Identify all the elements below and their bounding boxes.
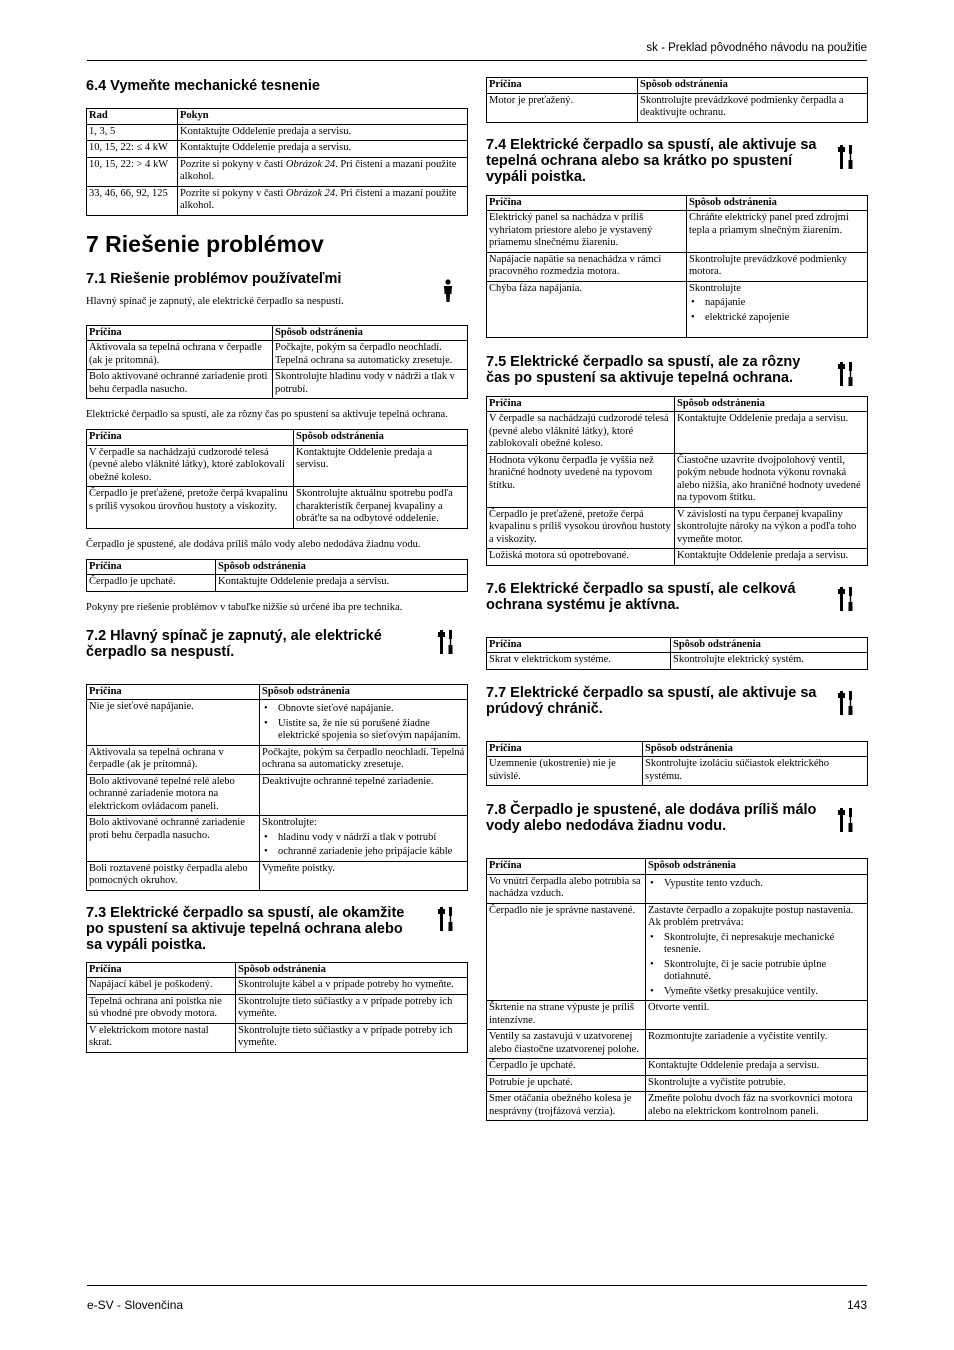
tech-table-7-3-continued [486,77,868,123]
table-header: Príčina [487,396,675,412]
table-row: Čerpadlo je upchaté. Kontaktujte Oddelenie predaja a servisu. [487,1059,868,1076]
bullet-list [689,297,865,324]
table-row: Čerpadlo je preťažené, pretože čerpá kvapalinu s príliš vysokou úrovňou hustoty a viskozity. V závislosti na typu čerpanej kvapaliny skontrolujte nároky na výkon a podľa toho vymeňte motor. [487,507,868,549]
chapter-title: 7 Riešenie problémov [86,230,324,257]
user-table-3 [86,559,468,592]
table-row: Ventily sa zastavujú v uzatvorenej alebo čiastočne uzatvorenej polohe. Rozmontujte zariadenie a vyčistite ventily. [487,1030,868,1059]
table-row: Bolo aktivované tepelné relé alebo ochranné zariadenie motora na elektrickom ovládacom paneli. Deaktivujte ochranné tepelné zariadenie. [87,774,468,816]
left-column [86,72,468,1053]
paragraph: Pokyny pre riešenie problémov v tabuľke nižšie sú určené iba pre technika. [86,601,403,613]
tech-table-7-5 [486,396,868,566]
tech-table-7-3 [86,962,468,1053]
list-item: • Skontrolujte, či nepresakuje mechanické tesnenie. [648,932,865,957]
page-number: 143 [846,1298,867,1312]
table-header: Príčina [487,195,687,211]
bullet-list [262,832,465,859]
right-column [486,77,868,1121]
list-item: • Uistite sa, že nie sú porušené žiadne elektrické spojenia so sieťovým napájaním. [262,718,465,743]
list-item: • Skontrolujte, či je sacie potrubie úplne dotiahnuté. [648,959,865,984]
table-row: Tepelná ochrana ani poistka nie sú vhodné pre obvody motora. Skontrolujte tieto súčiastky a v prípade potreby ich vymeňte. [87,994,468,1023]
tools-icon [438,907,454,936]
table-header: Spôsob odstránenia [236,962,468,978]
tools-icon [838,691,854,720]
footer-doc-name: e-SV - Slovenčina [87,1298,184,1312]
table-row: Bolo aktivované ochranné zariadenie proti behu čerpadla nasucho. Skontrolujte: • hladinu vody v nádrži a tlak v potrubí • ochranné zariadenie jeho pripájacie káble [87,816,468,862]
section-title: 6.4 Vymeňte mechanické tesnenie [86,78,320,94]
section-7-4 [486,137,868,185]
section-title: 7.1 Riešenie problémov používateľmi [86,270,342,287]
table-header: Príčina [87,430,294,446]
tools-icon [838,587,854,616]
bullet-list [648,878,865,891]
page-footer [87,1285,867,1312]
tools-icon [838,808,854,837]
chapter-7 [86,231,468,257]
person-icon [442,279,454,308]
list-item: • hladinu vody v nádrži a tlak v potrubí [262,832,465,845]
seal-table [86,108,468,216]
table-row: Chýba fáza napájania. Skontrolujte • napájanie • elektrické zapojenie [487,281,868,337]
table-row: Elektrický panel sa nachádza v príliš vyhriatom priestore alebo je vystavený priamemu slnečnému žiareniu. Chráňte elektrický panel pred zdrojmi tepla a priamym slnečným žiarením. [487,211,868,253]
list-item: • ochranné zariadenie jeho pripájacie káble [262,846,465,859]
section-7-2 [86,628,468,660]
table-header: Pokyn [178,109,468,125]
table-row: Smer otáčania obežného kolesa je nesprávny (trojfázová verzia). Zmeňte polohu dvoch fáz na svorkovnici motora alebo na elektrickom kontrolnom paneli. [487,1092,868,1121]
table-header: Spôsob odstránenia [646,859,868,875]
table-row: Nie je sieťové napájanie. • Obnovte sieťové napájanie. • Uistite sa, že nie sú porušené žiadne elektrické spojenia so sieťovým napájaním. [87,700,468,746]
table-row: Uzemnenie (ukostrenie) nie je súvislé. Skontrolujte izoláciu súčiastok elektrického systému. [487,757,868,786]
paragraph: Čerpadlo je spustené, ale dodáva príliš málo vody alebo nedodáva žiadnu vodu. [86,538,421,550]
table-row: 1, 3, 5 Kontaktujte Oddelenie predaja a servisu. [87,124,468,141]
table-row: V čerpadle sa nachádzajú cudzorodé telesá (pevné alebo vláknité látky), ktoré zablokovali obežné koleso. Kontaktujte Oddelenie predaja a servisu. [87,445,468,487]
table-row: Napájacie napätie sa nenachádza v rámci pracovného rozmedzia motora. Skontrolujte prevádzkové podmienky motora. [487,252,868,281]
table-row: V elektrickom motore nastal skrat. Skontrolujte tieto súčiastky a v prípade potreby ich vymeňte. [87,1023,468,1052]
table-row: Aktivovala sa tepelná ochrana v čerpadle (ak je prítomná). Počkajte, pokým sa čerpadlo neochladí. Tepelná ochrana sa automaticky zresetuje. [87,341,468,370]
list-item: • Obnovte sieťové napájanie. [262,703,465,716]
figure-reference: Obrázok 24 [285,187,336,199]
table-row: Čerpadlo je preťažené, pretože čerpá kvapalinu s príliš vysokou úrovňou hustoty a viskozity. Skontrolujte aktuálnu spotrebu podľa charakteristík čerpanej kvapaliny a obrát'te sa na odbytové oddelenie. [87,487,468,529]
section-7-1 [86,271,468,287]
tech-table-7-4 [486,195,868,338]
list-item: • Vymeňte všetky presakujúce ventily. [648,986,865,999]
table-row: 33, 46, 66, 92, 125 Pozrite si pokyny v časti Obrázok 24. Pri čistení a mazaní použite alkohol. [87,186,468,215]
table-row: Škrtenie na strane výpuste je príliš intenzívne. Otvorte ventil. [487,1001,868,1030]
header-title: sk - Preklad pôvodného návodu na použitie [646,42,867,54]
bullet-list [648,932,865,999]
section-title: 7.8 Čerpadlo je spustené, ale dodáva príliš málo vody alebo nedodáva žiadnu vodu. [486,802,817,834]
section-7-7 [486,685,868,717]
section-6-4 [86,78,468,94]
table-header: Rad [87,109,178,125]
table-header: Príčina [487,859,646,875]
section-7-6 [486,581,868,613]
table-row: Ložiská motora sú opotrebované. Kontaktujte Oddelenie predaja a servisu. [487,549,868,566]
table-header: Spôsob odstránenia [671,637,868,653]
tech-table-7-8 [486,858,868,1121]
table-header: Príčina [87,325,273,341]
list-item: • Vypustite tento vzduch. [648,878,865,891]
figure-reference: Obrázok 24 [285,158,336,170]
table-header: Príčina [487,78,638,94]
section-7-5 [486,354,868,386]
table-header: Spôsob odstránenia [294,430,468,446]
section-title: 7.3 Elektrické čerpadlo sa spustí, ale okamžite po spustení sa aktivuje tepelná ochrana alebo sa vypáli poistka. [86,904,405,953]
table-row: Čerpadlo nie je správne nastavené. Zastavte čerpadlo a zopakujte postup nastavenia. Ak problém pretrváva: • Skontrolujte, či nepresakuje mechanické tesnenie. • Skontrolujte, či je sacie potrubie úplne dotiahnuté. • Vymeňte všetky presakujúce ventily. [487,903,868,1001]
section-7-3 [86,905,468,953]
table-header: Spôsob odstránenia [675,396,868,412]
table-row: Čerpadlo je upchaté. Kontaktujte Oddelenie predaja a servisu. [87,575,468,592]
table-header: Spôsob odstránenia [260,684,468,700]
table-header: Príčina [87,962,236,978]
section-title: 7.6 Elektrické čerpadlo sa spustí, ale celková ochrana systému je aktívna. [486,580,796,613]
table-header: Príčina [87,684,260,700]
table-row: Aktivovala sa tepelná ochrana v čerpadle (ak je prítomná). Počkajte, pokým sa čerpadlo neochladí. Tepelná ochrana sa automaticky zresetuje. [87,745,468,774]
table-header: Spôsob odstránenia [273,325,468,341]
tech-table-7-2 [86,684,468,891]
page-header [87,36,867,61]
table-row: Bolo aktivované ochranné zariadenie proti behu čerpadla nasucho. Skontrolujte hladinu vody v nádrži a tlak v potrubí. [87,370,468,399]
table-row: Potrubie je upchaté. Skontrolujte a vyčistite potrubie. [487,1075,868,1092]
table-header: Spôsob odstránenia [216,559,468,575]
section-title: 7.4 Elektrické čerpadlo sa spustí, ale aktivuje sa tepelná ochrana alebo sa krátko po spustení vypáli poistka. [486,136,817,185]
table-row: Napájací kábel je poškodený. Skontrolujte kábel a v prípade potreby ho vymeňte. [87,978,468,995]
table-row: 10, 15, 22: ≤ 4 kW Kontaktujte Oddelenie predaja a servisu. [87,141,468,158]
tech-table-7-6 [486,637,868,670]
user-table-2 [86,429,468,529]
paragraph: Elektrické čerpadlo sa spustí, ale za rôzny čas po spustení sa aktivuje tepelná ochrana. [86,409,448,420]
table-header: Spôsob odstránenia [687,195,868,211]
user-table-1 [86,325,468,400]
table-header: Spôsob odstránenia [643,741,868,757]
table-header: Príčina [487,741,643,757]
section-7-8 [486,802,868,834]
section-title: 7.5 Elektrické čerpadlo sa spustí, ale za rôzny čas po spustení sa aktivuje tepelná ochrana. [486,353,801,386]
table-row: Boli roztavené poistky čerpadla alebo pomocných okruhov. Vymeňte poistky. [87,861,468,890]
table-row: 10, 15, 22: > 4 kW Pozrite si pokyny v časti Obrázok 24. Pri čistení a mazaní použite alkohol. [87,157,468,186]
list-item: • elektrické zapojenie [689,312,865,325]
table-row: Vo vnútri čerpadla alebo potrubia sa nachádza vzduch. • Vypustite tento vzduch. [487,874,868,903]
table-header: Príčina [487,637,671,653]
tech-table-7-7 [486,741,868,787]
list-item: • napájanie [689,297,865,310]
section-title: 7.2 Hlavný spínač je zapnutý, ale elektrické čerpadlo sa nespustí. [86,627,382,660]
table-header: Spôsob odstránenia [638,78,868,94]
bullet-list [262,703,465,743]
tools-icon [838,362,854,391]
table-row: Hodnota výkonu čerpadla je vyššia než hraničné hodnoty uvedené na typovom štítku. Čiastočne uzavrite dvojpolohový ventil, pokým nebude hodnota výkonu rovnaká alebo nižšia, ako hraničné hodnoty uvedené na typovom štítku. [487,453,868,507]
section-title: 7.7 Elektrické čerpadlo sa spustí, ale aktivuje sa prúdový chránič. [486,684,817,717]
table-header: Príčina [87,559,216,575]
table-row: Skrat v elektrickom systéme. Skontrolujte elektrický systém. [487,653,868,670]
paragraph: Hlavný spínač je zapnutý, ale elektrické čerpadlo sa nespustí. [86,295,344,307]
table-row: V čerpadle sa nachádzajú cudzorodé telesá (pevné alebo vláknité látky), ktoré zablokovali obežné koleso. Kontaktujte Oddelenie predaja a servisu. [487,412,868,454]
tools-icon [438,630,454,659]
tools-icon [838,145,854,174]
table-row: Motor je preťažený. Skontrolujte prevádzkové podmienky čerpadla a deaktivujte ochranu. [487,93,868,122]
